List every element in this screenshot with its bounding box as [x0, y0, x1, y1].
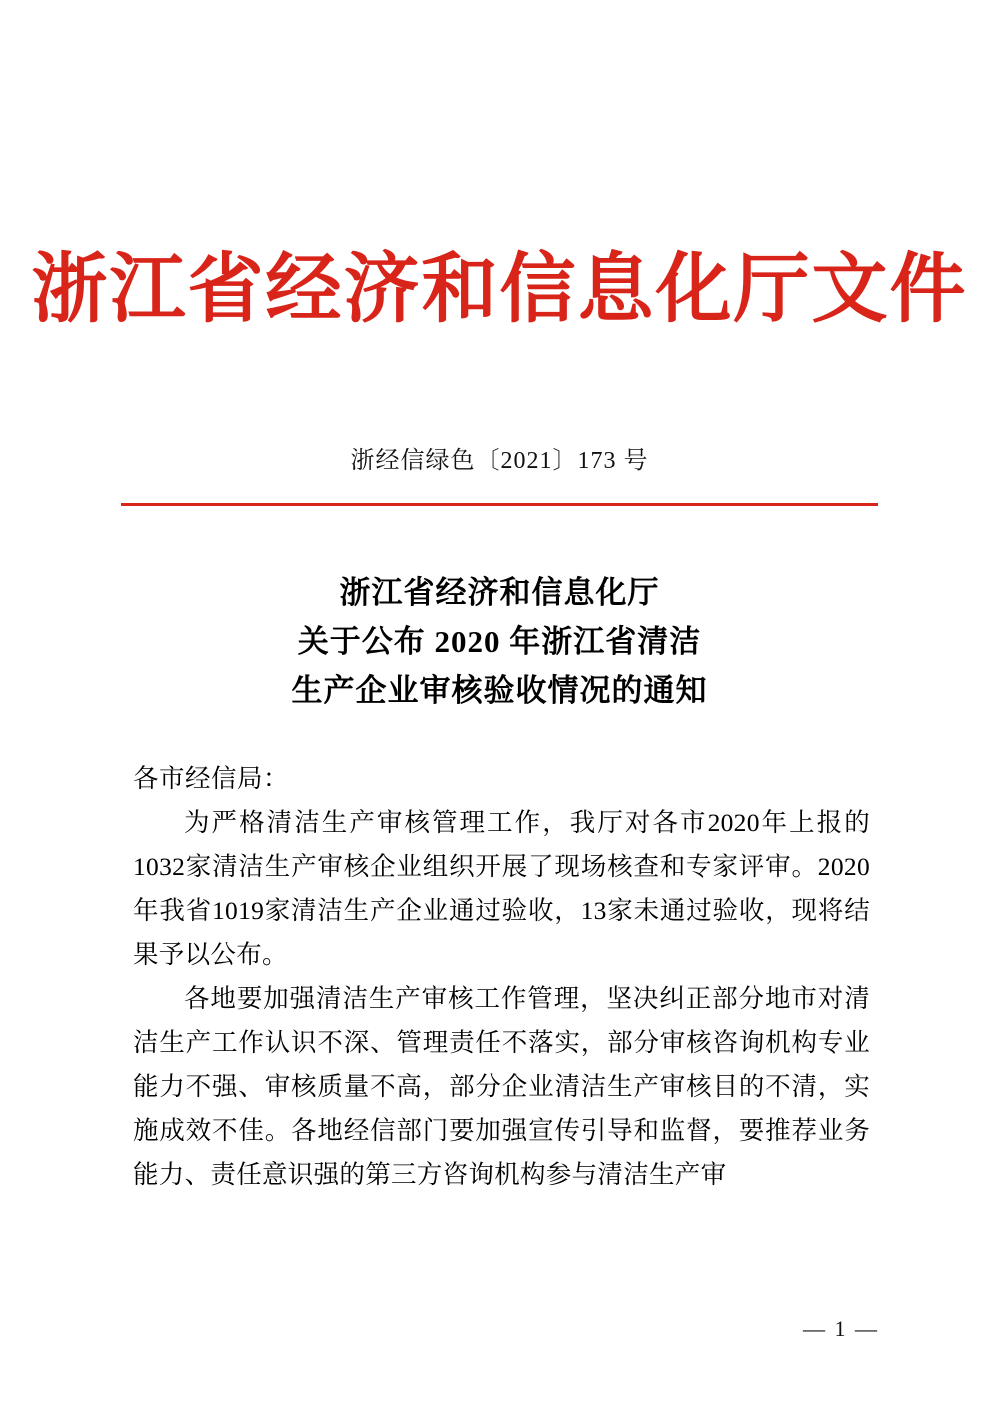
- title-line-3: 生产企业审核验收情况的通知: [291, 673, 708, 708]
- body-paragraph-2: 各地要加强清洁生产审核工作管理，坚决纠正部分地市对清洁生产工作认识不深、管理责任不落实，部分审核咨询机构专业能力不强、审核质量不高，部分企业清洁生产审核目的不清，实施成效不佳。各地经信部门要加强宣传引导和监督，要推荐业务能力、责任意识强的第三方咨询机构参与清洁生产审: [133, 984, 870, 1189]
- document-body: [133, 757, 870, 1197]
- document-title: [0, 568, 999, 715]
- body-paragraph-1: 为严格清洁生产审核管理工作，我厅对各市2020年上报的1032家清洁生产审核企业组织开展了现场核查和专家评审。2020年我省1019家清洁生产企业通过验收，13家未通过验收，现将结果予以公布。: [133, 808, 870, 969]
- red-divider-rule: [121, 503, 878, 506]
- document-number: 浙经信绿色〔2021〕173 号: [350, 448, 649, 474]
- title-line-2: 关于公布 2020 年浙江省清洁: [297, 624, 702, 659]
- masthead-title: 浙江省经济和信息化厅文件: [31, 248, 968, 332]
- masthead: [0, 248, 999, 332]
- salutation: 各市经信局：: [133, 764, 290, 793]
- page-number: — 1 —: [803, 1316, 879, 1341]
- title-line-1: 浙江省经济和信息化厅: [339, 575, 660, 610]
